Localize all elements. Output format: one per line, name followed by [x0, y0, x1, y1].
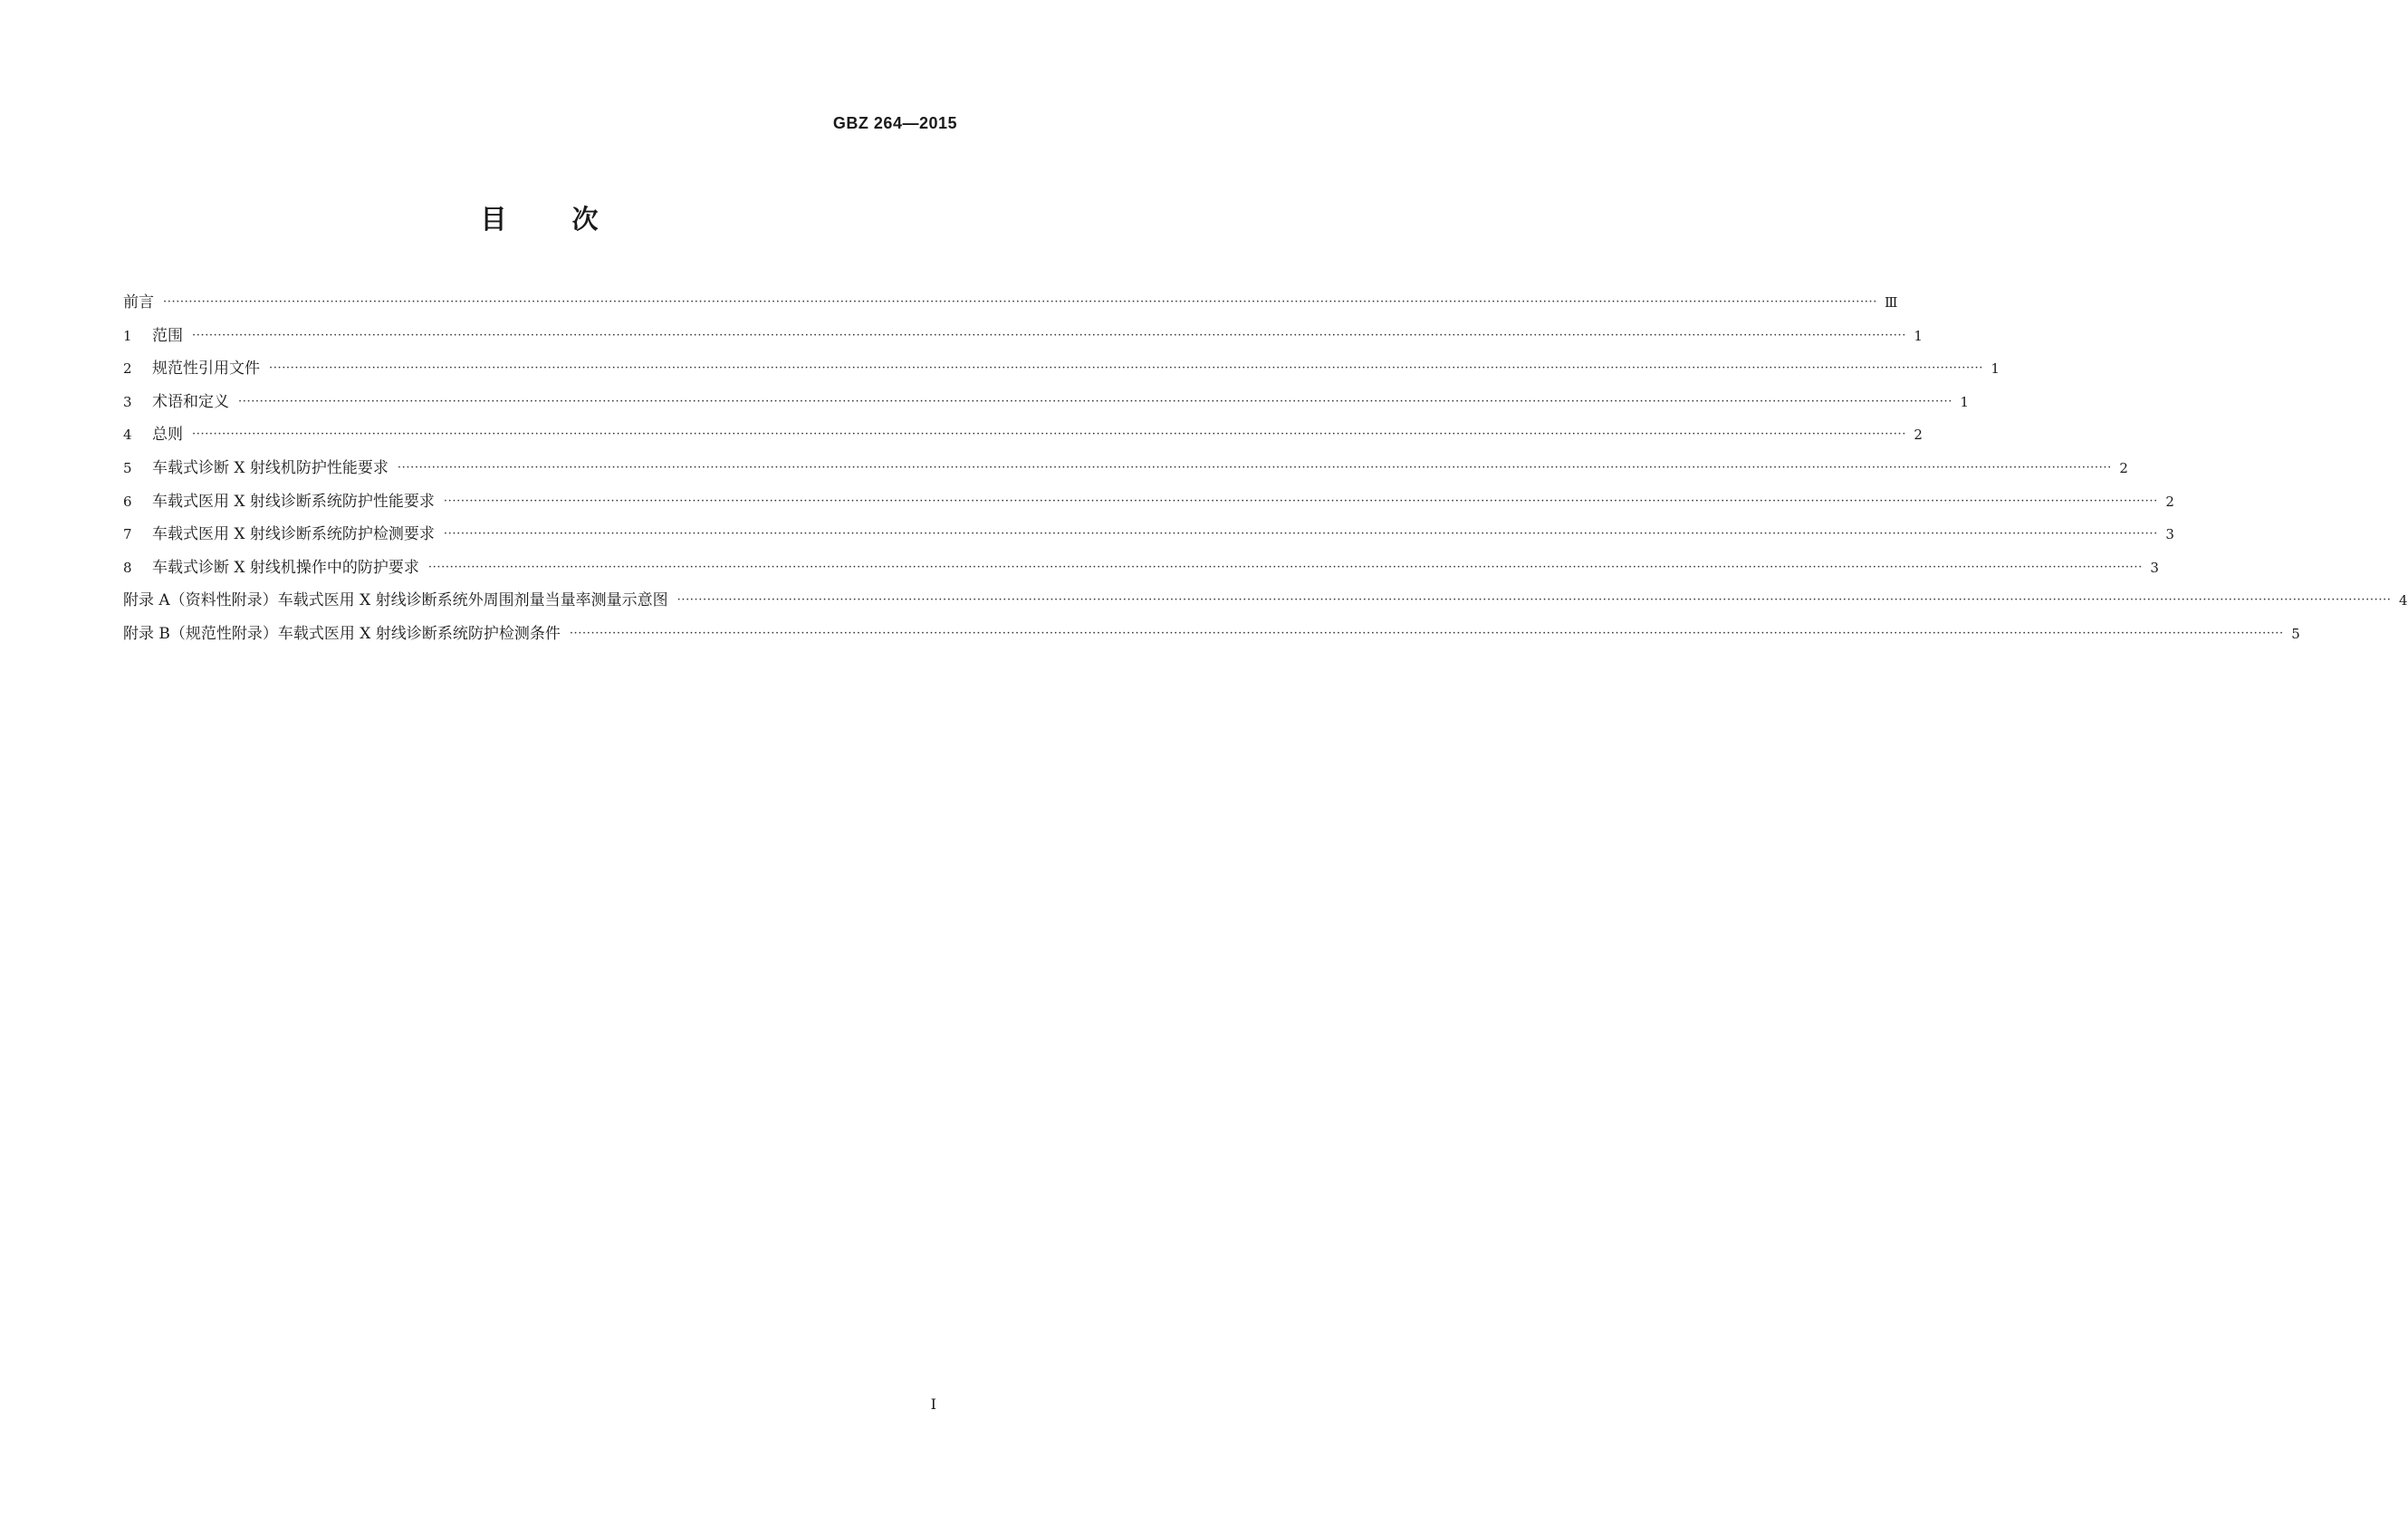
toc-entry-page: 2 [2119, 459, 2128, 476]
toc-entry-appendix-b[interactable] [123, 624, 2300, 658]
toc-entry-page: 5 [2291, 625, 2300, 642]
toc-entry-title: 范围 [152, 326, 183, 345]
toc-entry-page: 3 [2165, 526, 2174, 543]
toc-entry-title: 车载式医用 X 射线诊断系统防护检测条件 [277, 624, 561, 643]
toc-entry-foreword[interactable] [123, 293, 1898, 327]
toc-entry-title: 总则 [152, 426, 183, 445]
toc-entry-4[interactable] [123, 426, 1923, 459]
toc-entry-number: 3 [123, 393, 132, 410]
toc-entry-number: 5 [123, 459, 132, 476]
page-number: I [930, 1396, 936, 1413]
table-of-contents [123, 293, 2408, 658]
toc-entry-2[interactable] [123, 360, 2000, 393]
toc-entry-8[interactable] [123, 558, 2159, 592]
toc-entry-page: 3 [2150, 559, 2159, 576]
dot-leader: ················································································································································································································································································································································································································ [269, 361, 1983, 376]
toc-entry-page: 2 [1914, 427, 1923, 444]
dot-leader: ················································································································································································································································································································································································································ [397, 460, 2112, 475]
toc-entry-title: 车载式医用 X 射线诊断系统防护检测要求 [152, 525, 435, 544]
toc-entry-title: 车载式医用 X 射线诊断系统外周围剂量当量率测量示意图 [277, 591, 668, 610]
dot-leader: ················································································································································································································································································································································································································ [443, 527, 2158, 542]
page-title-part-2: 次 [571, 204, 599, 235]
toc-entry-number: 8 [123, 559, 132, 576]
toc-entry-title: 车载式诊断 X 射线机操作中的防护要求 [152, 558, 419, 577]
toc-entry-number: 2 [123, 360, 132, 378]
dot-leader: ················································································································································································································································································································································································································ [192, 328, 1906, 342]
toc-entry-appendix-a[interactable] [123, 591, 2408, 625]
dot-leader: ················································································································································································································································································································································································································ [163, 295, 1877, 309]
dot-leader: ················································································································································································································································································································································································································ [443, 494, 2158, 508]
toc-entry-6[interactable] [123, 492, 2174, 526]
toc-entry-3[interactable] [123, 392, 1969, 427]
toc-entry-number: 1 [123, 327, 132, 344]
toc-entry-1[interactable] [123, 326, 1923, 360]
dot-leader: ················································································································································································································································································································································································································ [192, 427, 1906, 442]
toc-entry-5[interactable] [123, 458, 2128, 493]
dot-leader: ················································································································································································································································································································································································································ [676, 593, 2392, 608]
toc-entry-title: 车载式医用 X 射线诊断系统防护性能要求 [152, 492, 435, 511]
dot-leader: ················································································································································································································································································································································································································ [238, 394, 1952, 408]
toc-entry-page: 1 [1991, 360, 2000, 378]
dot-leader: ················································································································································································································································································································································································································ [569, 626, 2284, 640]
page-title [0, 203, 1079, 235]
toc-appendix-label: 附录 A（资料性附录） [123, 591, 278, 610]
toc-entry-title: 车载式诊断 X 射线机防护性能要求 [152, 458, 389, 477]
toc-entry-number: 4 [123, 427, 132, 444]
standard-code: GBZ 264—2015 [832, 114, 957, 132]
toc-entry-title: 术语和定义 [152, 392, 229, 411]
toc-entry-page: Ⅲ [1884, 294, 1898, 311]
dot-leader: ················································································································································································································································································································································································································ [427, 560, 2143, 574]
toc-appendix-label: 附录 B（规范性附录） [123, 624, 278, 643]
toc-entry-number: 7 [123, 526, 132, 543]
toc-entry-page: 2 [2165, 493, 2174, 510]
toc-entry-page: 1 [1960, 393, 1969, 410]
toc-entry-title: 规范性引用文件 [152, 360, 260, 379]
toc-entry-page: 1 [1914, 327, 1923, 344]
toc-entry-title: 前言 [123, 293, 154, 312]
page-title-part-1: 目 [480, 204, 507, 235]
toc-entry-7[interactable] [123, 525, 2174, 559]
toc-entry-number: 6 [123, 493, 132, 510]
toc-entry-page: 4 [2399, 592, 2408, 609]
